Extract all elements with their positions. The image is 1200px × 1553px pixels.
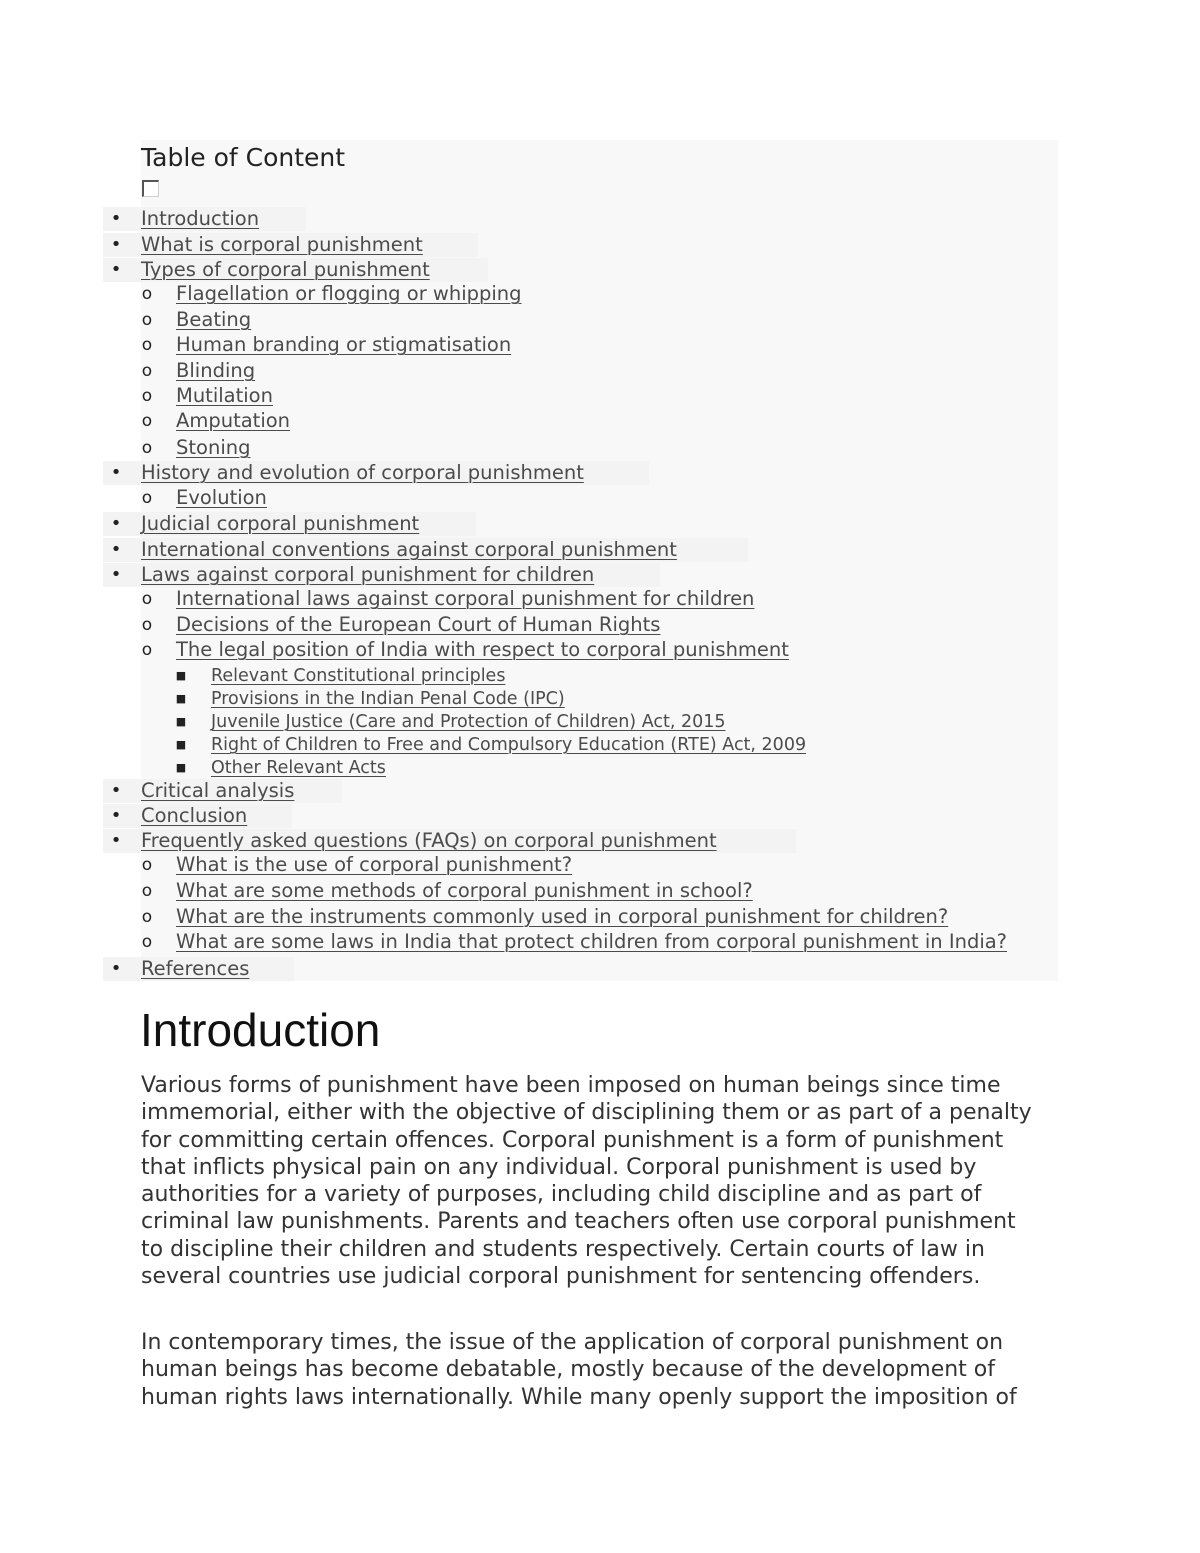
toc-item[interactable] (103, 957, 294, 981)
toc-bullet: • (110, 462, 122, 483)
toc-link[interactable]: References (141, 957, 250, 980)
toc-link[interactable]: Evolution (176, 486, 267, 509)
toc-link[interactable]: Introduction (141, 207, 260, 230)
paragraph-line: Various forms of punishment have been imposed on human beings since time (141, 1073, 1001, 1098)
toc-link[interactable]: History and evolution of corporal punishment (141, 461, 584, 484)
paragraph-line: criminal law punishments. Parents and teachers often use corporal punishment (141, 1209, 1016, 1235)
toc-bullet: o (141, 284, 153, 304)
toc-link[interactable]: Relevant Constitutional principles (211, 666, 506, 686)
toc-bullet: • (110, 830, 122, 851)
toc-bullet: o (141, 310, 153, 330)
toc-bullet: ■ (175, 738, 187, 751)
toc-link[interactable]: Laws against corporal punishment for children (141, 563, 595, 586)
toc-link[interactable]: Types of corporal punishment (141, 258, 430, 281)
toc-title: Table of Content (141, 143, 346, 172)
paragraph-line: several countries use judicial corporal punishment for sentencing offenders. (141, 1264, 981, 1290)
toc-link[interactable]: Flagellation or flogging or whipping (176, 282, 522, 305)
paragraph-line: for committing certain offences. Corporal punishment is a form of punishment (141, 1127, 1004, 1153)
toc-item[interactable] (0, 853, 1000, 877)
toc-item[interactable] (103, 512, 476, 536)
toc-item[interactable] (0, 359, 1000, 383)
toc-link[interactable]: Juvenile Justice (Care and Protection of Children) Act, 2015 (211, 712, 726, 732)
toc-bullet: • (110, 208, 122, 229)
toc-toggle-checkbox[interactable] (142, 180, 159, 197)
toc-link[interactable]: Critical analysis (141, 779, 295, 802)
toc-bullet: o (141, 438, 153, 458)
toc-link[interactable]: Stoning (176, 436, 251, 459)
toc-item[interactable] (0, 587, 1000, 611)
toc-bullet: • (110, 513, 122, 534)
toc-link[interactable]: Frequently asked questions (FAQs) on corporal punishment (141, 829, 717, 852)
paragraph-line: human rights laws internationally. While many openly support the imposition of (141, 1384, 1017, 1410)
toc-item[interactable] (0, 733, 1000, 757)
toc-item[interactable] (0, 756, 1000, 780)
toc-bullet: ■ (175, 692, 187, 705)
toc-bullet: o (141, 640, 153, 660)
toc-link[interactable]: Beating (176, 308, 252, 331)
toc-link[interactable]: Other Relevant Acts (211, 758, 386, 778)
toc-link[interactable]: Blinding (176, 359, 256, 382)
toc-link[interactable]: What is corporal punishment (141, 233, 423, 256)
toc-bullet: o (141, 361, 153, 381)
toc-bullet: ■ (175, 761, 187, 774)
toc-item[interactable] (0, 710, 1000, 734)
toc-item[interactable] (103, 538, 748, 562)
toc-link[interactable]: What is the use of corporal punishment? (176, 853, 573, 876)
toc-bullet: ■ (175, 669, 187, 682)
toc-bullet: o (141, 411, 153, 431)
toc-bullet: • (110, 958, 122, 979)
toc-link[interactable]: International conventions against corporal punishment (141, 538, 677, 561)
toc-bullet: o (141, 881, 153, 901)
toc-item[interactable] (103, 258, 488, 282)
toc-bullet: • (110, 780, 122, 801)
intro-paragraph-1 (141, 1072, 1081, 1290)
paragraph-line: human beings has become debatable, mostly because of the development of (141, 1357, 995, 1383)
toc-link[interactable]: Judicial corporal punishment (141, 512, 420, 535)
toc-link[interactable]: Conclusion (141, 804, 248, 827)
toc-bullet: o (141, 335, 153, 355)
toc-bullet: • (110, 539, 122, 560)
toc-link[interactable]: What are some methods of corporal punishment in school? (176, 879, 753, 902)
toc-item[interactable] (103, 207, 306, 231)
toc-item[interactable] (0, 282, 1000, 306)
paragraph-line: to discipline their children and students respectively. Certain courts of law in (141, 1236, 985, 1262)
toc-item[interactable] (0, 436, 1000, 460)
toc-link[interactable]: International laws against corporal punishment for children (176, 587, 755, 610)
toc-item[interactable] (103, 779, 342, 803)
toc-link[interactable]: What are some laws in India that protect children from corporal punishment in India? (176, 930, 1008, 953)
toc-item[interactable] (0, 333, 1000, 357)
toc-link[interactable]: What are the instruments commonly used in corporal punishment for children? (176, 905, 949, 928)
paragraph-line: In contemporary times, the issue of the application of corporal punishment on (141, 1330, 1004, 1355)
toc-item[interactable] (0, 905, 1000, 929)
toc-item[interactable] (0, 409, 1000, 433)
toc-link[interactable]: Right of Children to Free and Compulsory Education (RTE) Act, 2009 (211, 735, 807, 755)
intro-paragraph-2 (141, 1329, 1081, 1411)
paragraph-line: that inflicts physical pain on any individual. Corporal punishment is used by (141, 1154, 977, 1180)
toc-item[interactable] (0, 638, 1000, 662)
toc-link[interactable]: Human branding or stigmatisation (176, 333, 512, 356)
paragraph-line: authorities for a variety of purposes, including child discipline and as part of (141, 1182, 982, 1208)
toc-bullet: o (141, 615, 153, 635)
toc-bullet: • (110, 259, 122, 280)
toc-bullet: • (110, 805, 122, 826)
toc-item[interactable] (103, 563, 660, 587)
toc-bullet: o (141, 386, 153, 406)
paragraph-line: immemorial, either with the objective of disciplining them or as part of a penalty (141, 1100, 1032, 1126)
toc-link[interactable]: The legal position of India with respect to corporal punishment (176, 638, 789, 661)
toc-item[interactable] (103, 829, 796, 853)
toc-item[interactable] (103, 461, 649, 485)
section-heading-introduction: Introduction (140, 1004, 381, 1056)
toc-link[interactable]: Mutilation (176, 384, 273, 407)
toc-item[interactable] (0, 687, 1000, 711)
toc-item[interactable] (103, 233, 478, 257)
toc-item[interactable] (0, 613, 1000, 637)
toc-bullet: o (141, 855, 153, 875)
toc-item[interactable] (0, 879, 1000, 903)
toc-link[interactable]: Provisions in the Indian Penal Code (IPC) (211, 689, 565, 709)
toc-bullet: • (110, 234, 122, 255)
toc-item[interactable] (0, 486, 1000, 510)
toc-bullet: o (141, 907, 153, 927)
toc-item[interactable] (103, 804, 292, 828)
toc-item[interactable] (0, 308, 1000, 332)
toc-link[interactable]: Amputation (176, 409, 291, 432)
toc-bullet: ■ (175, 715, 187, 728)
toc-bullet: o (141, 589, 153, 609)
toc-bullet: o (141, 932, 153, 952)
toc-bullet: o (141, 488, 153, 508)
toc-item[interactable] (0, 664, 1000, 688)
toc-bullet: • (110, 564, 122, 585)
toc-link[interactable]: Decisions of the European Court of Human Rights (176, 613, 661, 636)
toc-item[interactable] (0, 384, 1000, 408)
toc-item[interactable] (0, 930, 1008, 954)
